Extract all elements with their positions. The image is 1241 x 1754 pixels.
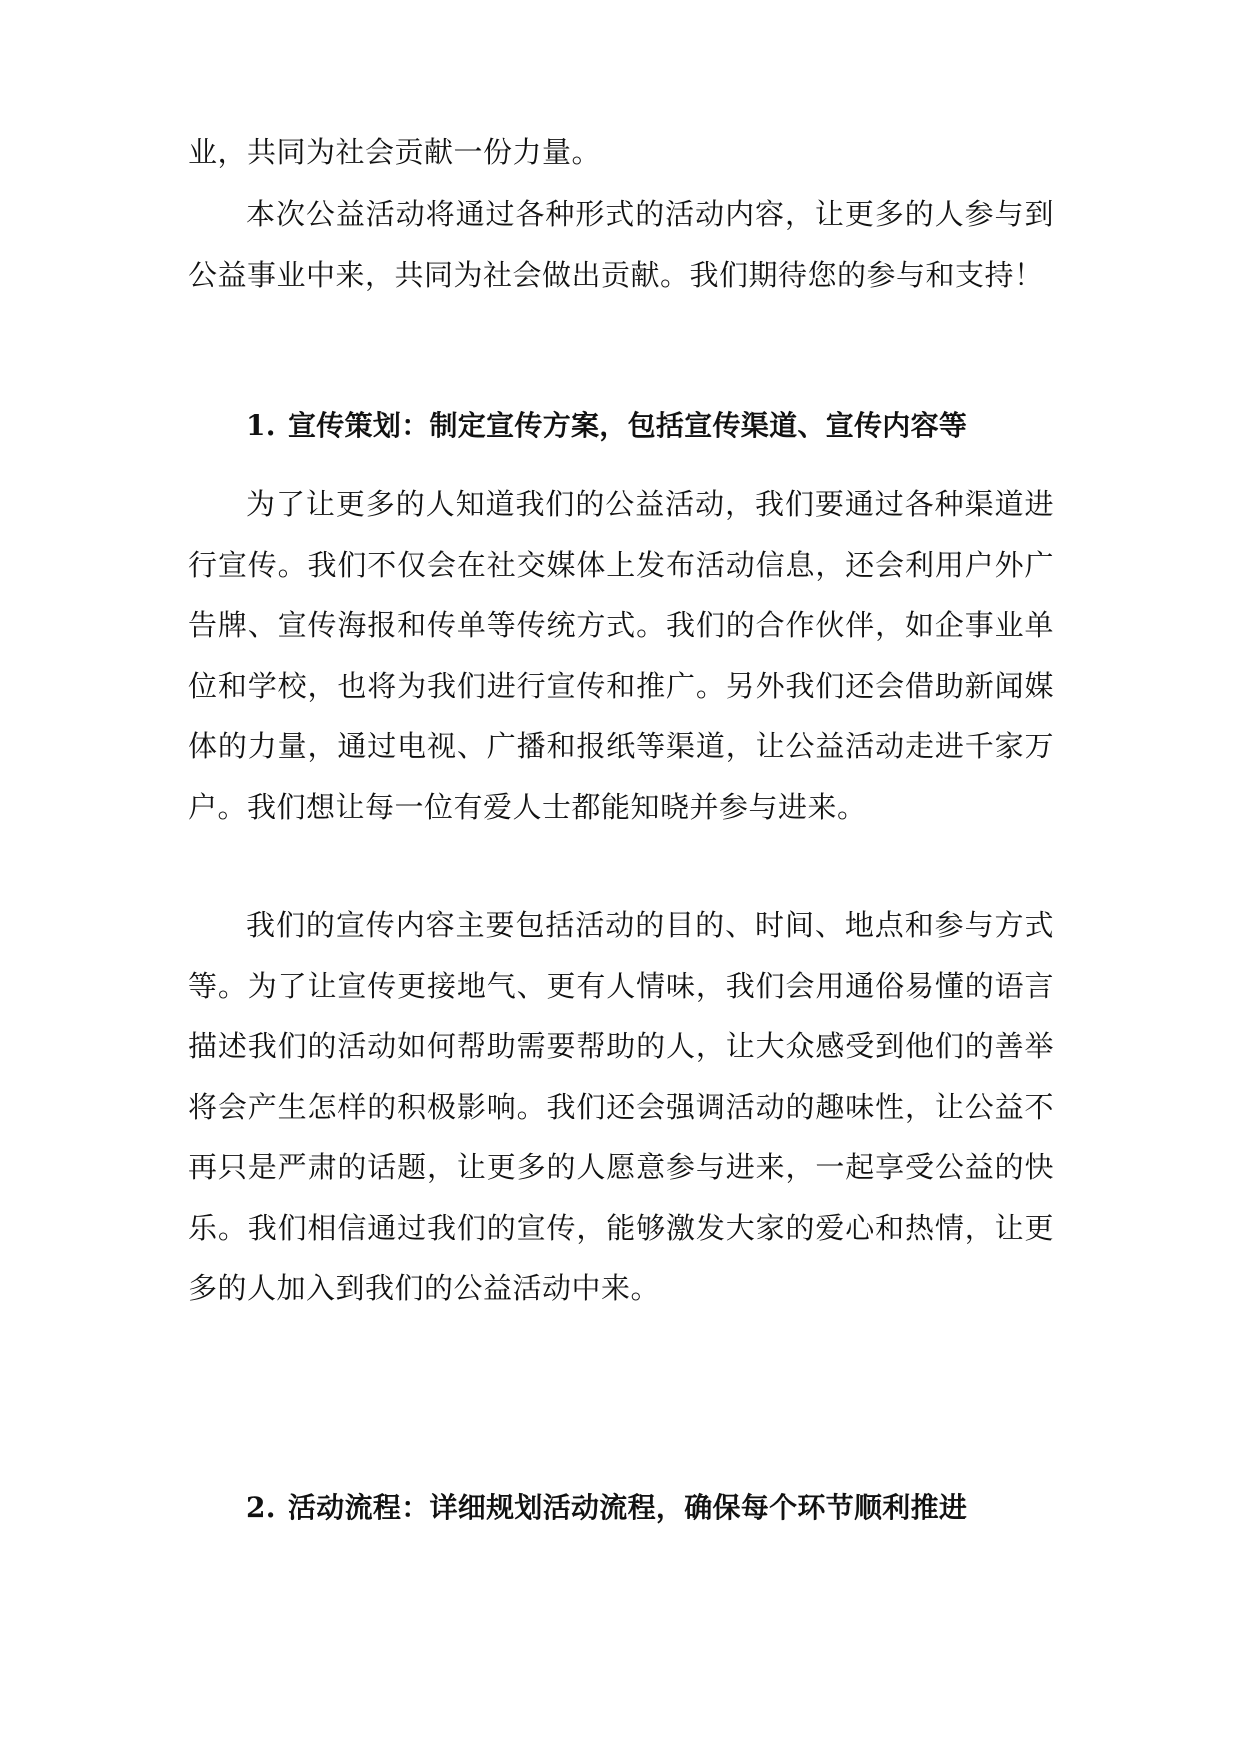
section-1-number: 1.	[246, 409, 276, 442]
continuation-paragraph: 业，共同为社会贡献一份力量。	[188, 135, 602, 169]
section-2-heading	[246, 1488, 1054, 1528]
section-1-paragraph-2: 我们的宣传内容主要包括活动的目的、时间、地点和参与方式等。为了让宣传更接地气、更有人情味，我们会用通俗易懂的语言描述我们的活动如何帮助需要帮助的人，让大众感受到他们的善举将会产生怎样的积极影响。我们还会强调活动的趣味性，让公益不再只是严肃的话题，让更多的人愿意参与进来，一起享受公益的快乐。我们相信通过我们的宣传，能够激发大家的爱心和热情，让更多的人加入到我们的公益活动中来。	[188, 908, 1054, 1305]
intro-paragraph: 本次公益活动将通过各种形式的活动内容，让更多的人参与到公益事业中来，共同为社会做出贡献。我们期待您的参与和支持！	[188, 197, 1054, 292]
section-1-heading	[246, 406, 1054, 446]
section-1-title: 宣传策划：制定宣传方案，包括宣传渠道、宣传内容等	[288, 409, 968, 442]
section-2-title: 活动流程：详细规划活动流程，确保每个环节顺利推进	[288, 1491, 968, 1524]
section-1-paragraph-1: 为了让更多的人知道我们的公益活动，我们要通过各种渠道进行宣传。我们不仅会在社交媒体上发布活动信息，还会利用户外广告牌、宣传海报和传单等传统方式。我们的合作伙伴，如企事业单位和学校，也将为我们进行宣传和推广。另外我们还会借助新闻媒体的力量，通过电视、广播和报纸等渠道，让公益活动走进千家万户。我们想让每一位有爱人士都能知晓并参与进来。	[188, 487, 1054, 824]
section-2-number: 2.	[246, 1491, 276, 1524]
